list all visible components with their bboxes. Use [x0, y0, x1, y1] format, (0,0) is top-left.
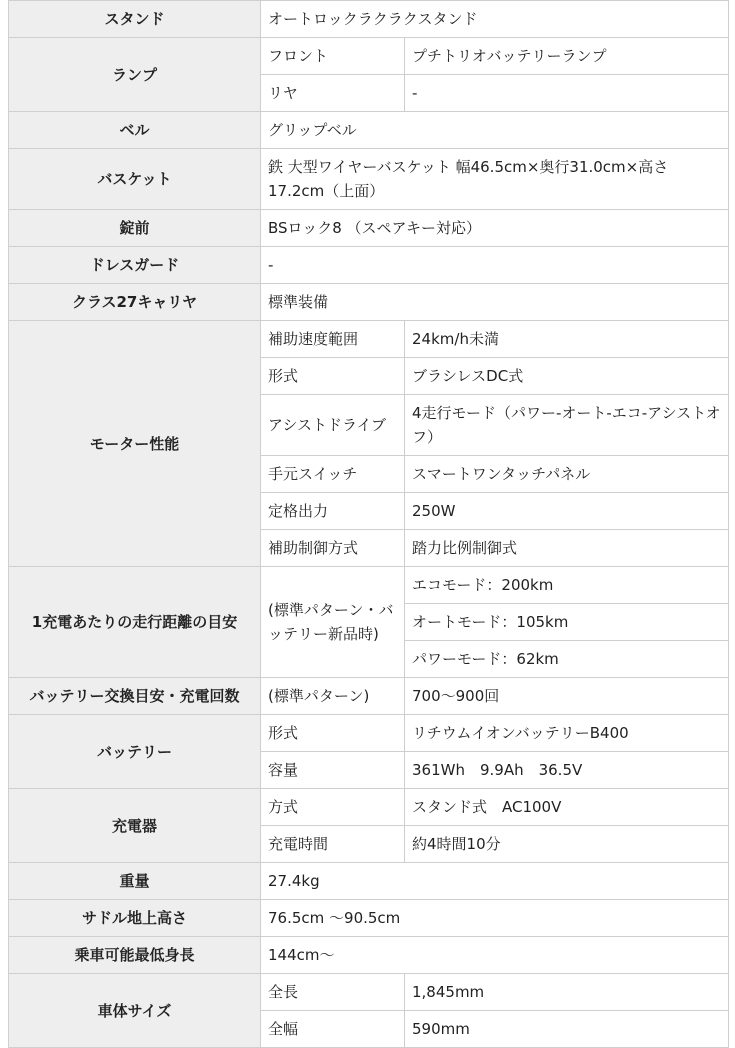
stand-value: オートロックラクラクスタンド	[261, 1, 729, 38]
lamp-front-value: プチトリオバッテリーランプ	[405, 38, 729, 75]
charge-cycles-condition: (標準パターン)	[261, 678, 405, 715]
range-label: 1充電あたりの走行距離の目安	[9, 567, 261, 678]
range-condition: (標準パターン・バッテリー新品時)	[261, 567, 405, 678]
row-saddle	[9, 900, 729, 937]
lamp-rear-value: -	[405, 75, 729, 112]
charger-label: 充電器	[9, 789, 261, 863]
charger-method-label: 方式	[261, 789, 405, 826]
motor-item-label: 補助制御方式	[261, 530, 405, 567]
carrier-value: 標準装備	[261, 284, 729, 321]
motor-item-label: 形式	[261, 358, 405, 395]
lock-value: BSロック8 （スペアキー対応）	[261, 210, 729, 247]
weight-label: 重量	[9, 863, 261, 900]
battery-capacity-label: 容量	[261, 752, 405, 789]
charger-time-label: 充電時間	[261, 826, 405, 863]
range-value: エコモード：200km	[405, 567, 729, 604]
row-stand	[9, 1, 729, 38]
spec-table	[8, 0, 729, 1048]
carrier-label: クラス27キャリヤ	[9, 284, 261, 321]
body-width-value: 590mm	[405, 1011, 729, 1048]
row-bell	[9, 112, 729, 149]
row-battery-type	[9, 715, 729, 752]
motor-item-value: ブラシレスDC式	[405, 358, 729, 395]
lamp-label: ランプ	[9, 38, 261, 112]
battery-capacity-value: 361Wh 9.9Ah 36.5V	[405, 752, 729, 789]
charge-cycles-label: バッテリー交換目安・充電回数	[9, 678, 261, 715]
body-size-label: 車体サイズ	[9, 974, 261, 1048]
lamp-rear-label: リヤ	[261, 75, 405, 112]
charger-method-value: スタンド式 AC100V	[405, 789, 729, 826]
row-carrier	[9, 284, 729, 321]
motor-item-value: スマートワンタッチパネル	[405, 456, 729, 493]
row-motor-0	[9, 321, 729, 358]
battery-type-label: 形式	[261, 715, 405, 752]
basket-label: バスケット	[9, 149, 261, 210]
min-height-label: 乗車可能最低身長	[9, 937, 261, 974]
battery-type-value: リチウムイオンバッテリーB400	[405, 715, 729, 752]
battery-label: バッテリー	[9, 715, 261, 789]
row-min-height	[9, 937, 729, 974]
range-value: オートモード：105km	[405, 604, 729, 641]
basket-value: 鉄 大型ワイヤーバスケット 幅46.5cm×奥行31.0cm×高さ17.2cm（上面）	[261, 149, 729, 210]
charger-time-value: 約4時間10分	[405, 826, 729, 863]
motor-item-value: 4走行モード（パワー-オート-エコ-アシストオフ）	[405, 395, 729, 456]
weight-value: 27.4kg	[261, 863, 729, 900]
row-charge-cycles	[9, 678, 729, 715]
row-body-length	[9, 974, 729, 1011]
body-length-label: 全長	[261, 974, 405, 1011]
row-charger-method	[9, 789, 729, 826]
lamp-front-label: フロント	[261, 38, 405, 75]
motor-label: モーター性能	[9, 321, 261, 567]
motor-item-value: 踏力比例制御式	[405, 530, 729, 567]
lock-label: 錠前	[9, 210, 261, 247]
range-value: パワーモード：62km	[405, 641, 729, 678]
dress-guard-value: -	[261, 247, 729, 284]
body-width-label: 全幅	[261, 1011, 405, 1048]
dress-guard-label: ドレスガード	[9, 247, 261, 284]
min-height-value: 144cm〜	[261, 937, 729, 974]
motor-item-label: アシストドライブ	[261, 395, 405, 456]
motor-item-value: 24km/h未満	[405, 321, 729, 358]
row-lock	[9, 210, 729, 247]
saddle-value: 76.5cm 〜90.5cm	[261, 900, 729, 937]
motor-item-label: 補助速度範囲	[261, 321, 405, 358]
row-range-0	[9, 567, 729, 604]
motor-item-label: 定格出力	[261, 493, 405, 530]
stand-label: スタンド	[9, 1, 261, 38]
bell-label: ベル	[9, 112, 261, 149]
row-lamp-front	[9, 38, 729, 75]
motor-item-value: 250W	[405, 493, 729, 530]
row-dress-guard	[9, 247, 729, 284]
row-basket	[9, 149, 729, 210]
motor-item-label: 手元スイッチ	[261, 456, 405, 493]
charge-cycles-value: 700〜900回	[405, 678, 729, 715]
saddle-label: サドル地上高さ	[9, 900, 261, 937]
row-weight	[9, 863, 729, 900]
bell-value: グリップベル	[261, 112, 729, 149]
body-length-value: 1,845mm	[405, 974, 729, 1011]
